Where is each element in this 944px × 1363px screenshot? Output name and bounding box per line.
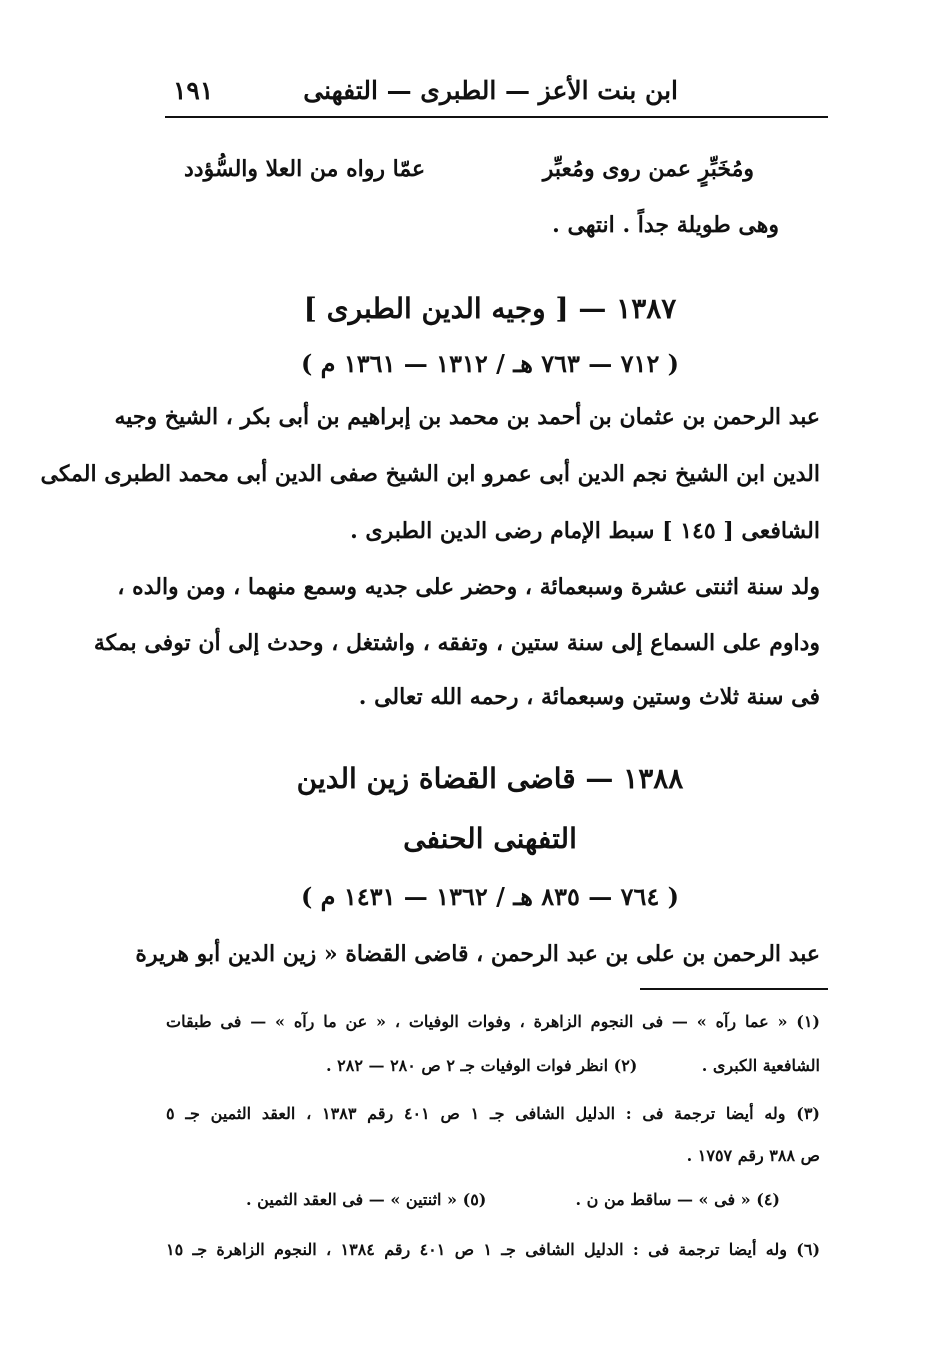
- footnote-4: (٤) « فى » — ساقط من ن .: [575, 1190, 780, 1209]
- entry-1388-dates: ( ٧٦٤ — ٨٣٥ هـ / ١٣٦٢ — ١٤٣١ م ): [300, 882, 680, 911]
- verse-hemistich-first: ومُخَبِّرٍ عمن روى ومُعبِّر: [542, 156, 754, 182]
- entry-1387-para2-line3: فى سنة ثلاث وستين وسبعمائة ، رحمه الله تعالى .: [358, 684, 820, 710]
- verse-closing-line: وهى طويلة جداً . انتهى .: [552, 212, 779, 238]
- footnote-3-line2: ص ٣٨٨ رقم ١٧٥٧ .: [686, 1146, 820, 1165]
- header-title: ابن بنت الأعز — الطبرى — التفهنى: [303, 76, 678, 105]
- footnote-3-line1: (٣) وله أيضا ترجمة فى : الدليل الشافى جـ ١ ص ٤٠١ رقم ١٣٨٣ ، العقد الثمين جـ ٥: [166, 1104, 820, 1123]
- footnote-1-line1: (١) « عما رآه » — فى النجوم الزاهرة ، وفوات الوفيات ، « عن ما رآه » — فى طبقات: [166, 1012, 820, 1031]
- entry-1388-heading: ١٣٨٨ — قاضى القضاة زين الدين: [296, 762, 684, 795]
- header-rule: [165, 116, 828, 118]
- footnote-row-4-5: [166, 1190, 820, 1216]
- entry-1387-para1-line1: عبد الرحمن بن عثمان بن أحمد بن محمد بن إبراهيم بن أبى بكر ، الشيخ وجيه: [114, 404, 820, 430]
- verse-hemistich-second: عمّا رواه من العلا والسُّؤدد: [184, 156, 426, 182]
- running-header: [165, 68, 828, 118]
- footnote-row-1-2: [166, 1056, 820, 1082]
- footnote-1-line2: الشافعية الكبرى .: [701, 1056, 820, 1075]
- page-number: ١٩١: [173, 76, 214, 105]
- entry-1387-para2-line1: ولد سنة اثنتى عشرة وسبعمائة ، وحضر على جديه وسمع منهما ، ومن والده ،: [117, 574, 820, 600]
- entry-1388-subheading: التفهنى الحنفى: [403, 822, 577, 855]
- entry-1387-heading: ١٣٨٧ — [ وجيه الدين الطبرى ]: [303, 292, 677, 325]
- footnote-2: (٢) انظر فوات الوفيات جـ ٢ ص ٢٨٠ — ٢٨٢ .: [326, 1056, 638, 1075]
- footnote-rule: [640, 988, 828, 990]
- entry-1387-dates: ( ٧١٢ — ٧٦٣ هـ / ١٣١٢ — ١٣٦١ م ): [300, 349, 680, 378]
- footnote-6: (٦) وله أيضا ترجمة فى : الدليل الشافى جـ ١ ص ٤٠١ رقم ١٣٨٤ ، النجوم الزاهرة جـ ١٥: [166, 1240, 821, 1259]
- entry-1388-para1-line1: عبد الرحمن بن على بن عبد الرحمن ، قاضى القضاة « زين الدين أبو هريرة: [135, 941, 820, 967]
- footnote-5: (٥) « اثنتين » — فى العقد الثمين .: [246, 1190, 487, 1209]
- poem-verse: [184, 148, 754, 192]
- entry-1387-para1-line2: الدين ابن الشيخ نجم الدين أبى عمرو ابن الشيخ صفى الدين أبى محمد الطبرى المكى: [40, 461, 820, 487]
- entry-1387-para2-line2: وداوم على السماع إلى سنة ستين ، وتفقه ، واشتغل ، وحدث إلى أن توفى بمكة: [93, 630, 820, 656]
- entry-1387-para1-line3: الشافعى [ ١٤٥ ] سبط الإمام رضى الدين الطبرى .: [350, 518, 820, 544]
